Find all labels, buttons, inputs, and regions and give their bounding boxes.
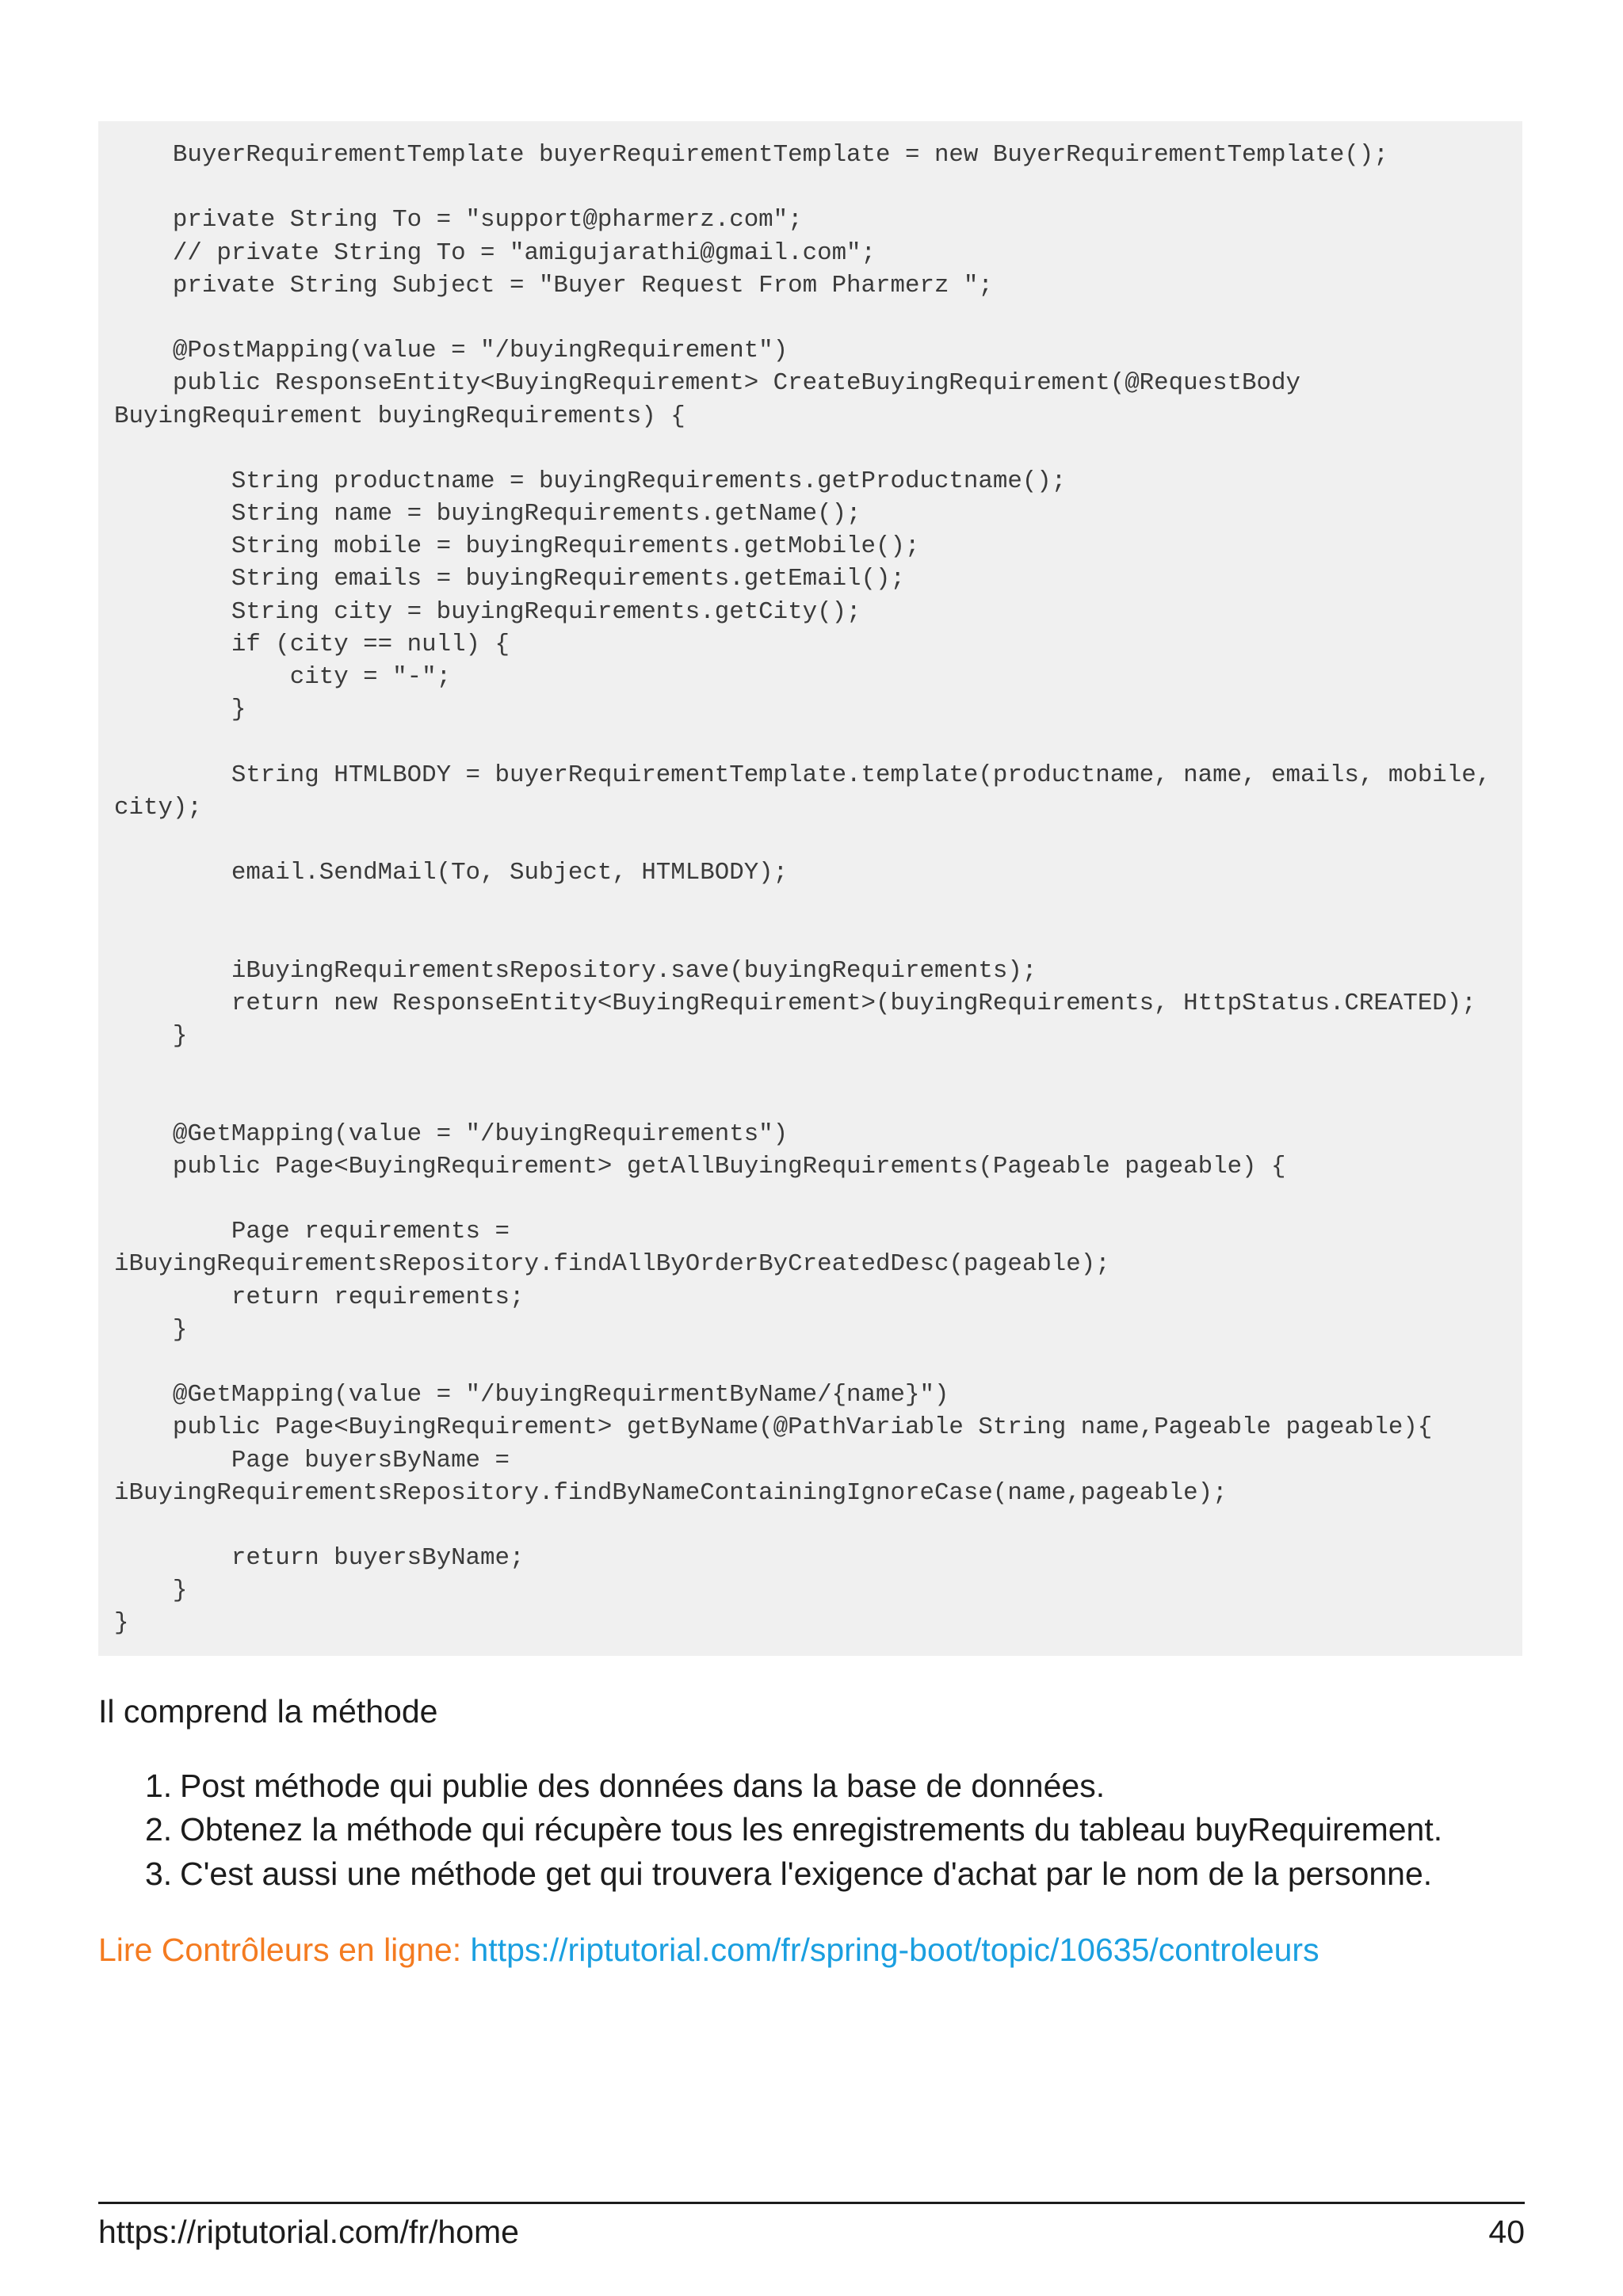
code-line [114, 1052, 1508, 1085]
code-line: BuyerRequirementTemplate buyerRequirementTemplate = new BuyerRequirementTemplate(); [114, 141, 1388, 169]
code-line: if (city == null) { [114, 630, 510, 658]
code-line [114, 1085, 1508, 1117]
code-line: return new ResponseEntity<BuyingRequirement>(buyingRequirements, HttpStatus.CREATED); [114, 989, 1476, 1017]
code-line: Page buyersByName = [114, 1446, 510, 1474]
code-line: private String Subject = "Buyer Request From Pharmerz "; [114, 271, 993, 299]
code-line: @GetMapping(value = "/buyingRequirements") [114, 1119, 789, 1148]
code-line: // private String To = "amigujarathi@gmail.com"; [114, 238, 876, 267]
code-line [114, 726, 1508, 758]
code-line: String city = buyingRequirements.getCity(); [114, 597, 861, 626]
code-line: city); [114, 793, 202, 822]
code-line: } [114, 1022, 188, 1051]
code-line: iBuyingRequirementsRepository.findByNameContainingIgnoreCase(name,pageable); [114, 1478, 1228, 1507]
methods-intro: Il comprend la méthode [98, 1693, 438, 1730]
code-line: Page requirements = [114, 1218, 510, 1246]
list-item-number: 1. [145, 1768, 173, 1804]
code-line [114, 889, 1508, 921]
code-line: private String To = "support@pharmerz.com"; [114, 206, 803, 235]
code-line: } [114, 696, 246, 724]
code-block [98, 121, 1522, 1656]
code-line: String HTMLBODY = buyerRequirementTemplate.template(productname, name, emails, mobile, [114, 761, 1491, 789]
list-item [145, 1852, 1442, 1896]
read-online-line [98, 1931, 1319, 1970]
code-line: @PostMapping(value = "/buyingRequirement") [114, 337, 789, 365]
code-line: @GetMapping(value = "/buyingRequirmentByName/{name}") [114, 1381, 949, 1409]
code-line [114, 824, 1508, 856]
list-item-text: C'est aussi une méthode get qui trouvera l'exigence d'achat par le nom de la personne. [180, 1855, 1433, 1892]
code-line: String name = buyingRequirements.getName(); [114, 500, 861, 528]
code-line [114, 171, 1508, 204]
code-line: city = "-"; [114, 663, 452, 691]
list-item-text: Obtenez la méthode qui récupère tous les enregistrements du tableau buyRequirement. [180, 1811, 1443, 1848]
code-line: public Page<BuyingRequirement> getAllBuyingRequirements(Pageable pageable) { [114, 1152, 1286, 1180]
code-line: public ResponseEntity<BuyingRequirement> CreateBuyingRequirement(@RequestBody [114, 369, 1300, 398]
code-line [114, 1183, 1508, 1215]
code-line [114, 302, 1508, 334]
code-line: String emails = buyingRequirements.getEmail(); [114, 565, 905, 593]
methods-list [145, 1764, 1442, 1896]
code-line: } [114, 1577, 188, 1605]
code-line: BuyingRequirement buyingRequirements) { [114, 402, 685, 430]
code-line: } [114, 1315, 188, 1344]
code-line: } [114, 1609, 129, 1638]
footer-divider [98, 2202, 1525, 2204]
list-item-text: Post méthode qui publie des données dans la base de données. [180, 1768, 1106, 1804]
code-line: String mobile = buyingRequirements.getMobile(); [114, 532, 920, 561]
page-number: 40 [1488, 2214, 1525, 2250]
tutorial-link[interactable]: https://riptutorial.com/fr/spring-boot/topic/10635/controleurs [470, 1932, 1319, 1968]
footer-url: https://riptutorial.com/fr/home [98, 2214, 519, 2250]
code-line: email.SendMail(To, Subject, HTMLBODY); [114, 859, 789, 887]
code-line: public Page<BuyingRequirement> getByName(@PathVariable String name,Pageable pageable){ [114, 1413, 1433, 1442]
code-line [114, 1509, 1508, 1542]
read-online-label: Lire Contrôleurs en ligne: [98, 1932, 462, 1968]
list-item-number: 3. [145, 1855, 173, 1892]
code-line [114, 1346, 1508, 1379]
code-line: iBuyingRequirementsRepository.findAllByOrderByCreatedDesc(pageable); [114, 1250, 1110, 1279]
code-line [114, 433, 1508, 465]
list-item-number: 2. [145, 1811, 173, 1848]
list-item [145, 1808, 1442, 1852]
list-item [145, 1764, 1442, 1808]
code-line: return buyersByName; [114, 1544, 525, 1573]
code-line: iBuyingRequirementsRepository.save(buyingRequirements); [114, 956, 1037, 985]
code-line [114, 922, 1508, 955]
code-line: String productname = buyingRequirements.getProductname(); [114, 467, 1067, 495]
code-line: return requirements; [114, 1283, 525, 1311]
